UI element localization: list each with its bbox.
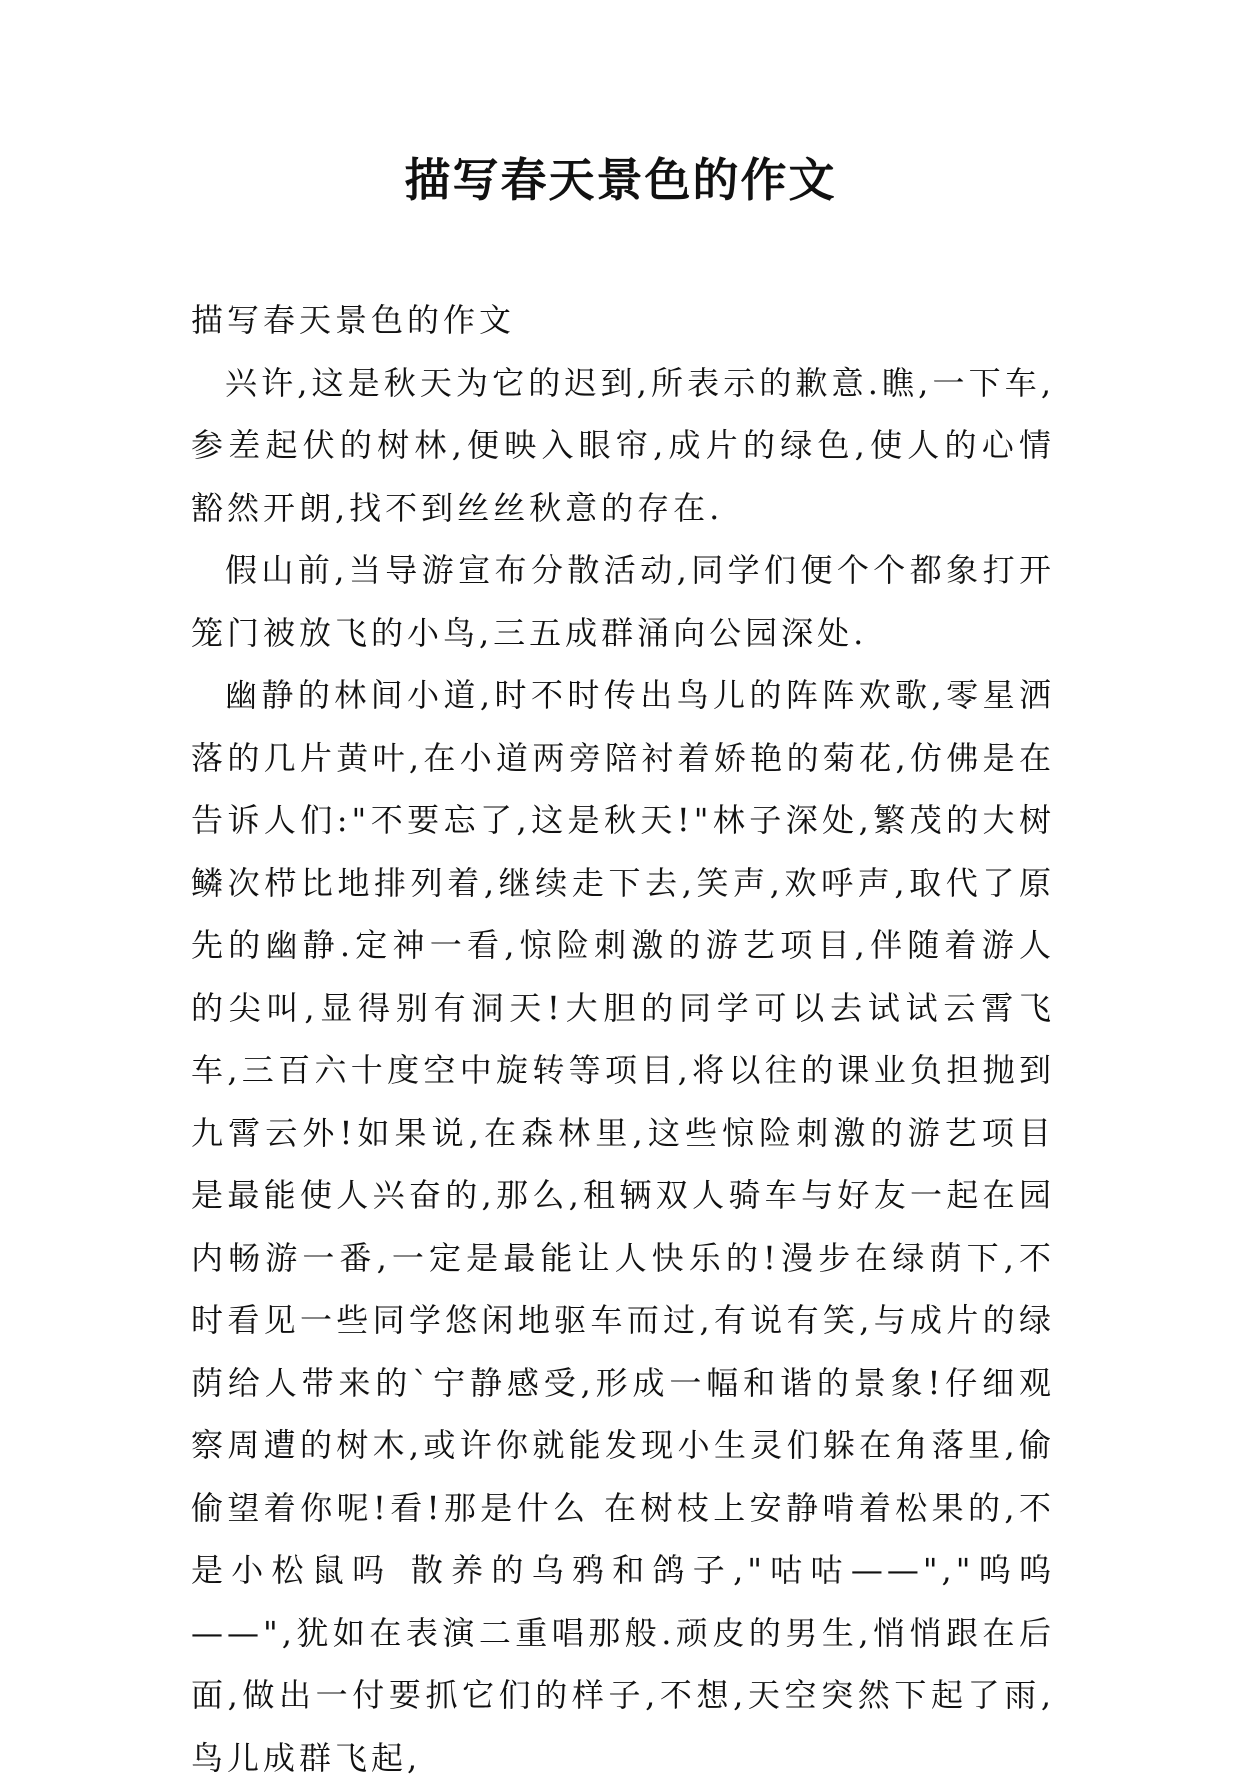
document-body	[191, 289, 1055, 1789]
paragraph: 幽静的林间小道,时不时传出鸟儿的阵阵欢歌,零星洒落的几片黄叶,在小道两旁陪衬着娇艳的菊花,仿佛是在告诉人们:"不要忘了,这是秋天!"林子深处,繁茂的大树鳞次栉比地排列着,继续走下去,笑声,欢呼声,取代了原先的幽静.定神一看,惊险刺激的游艺项目,伴随着游人的尖叫,显得别有洞天!大胆的同学可以去试试云霄飞车,三百六十度空中旋转等项目,将以往的课业负担抛到九霄云外!如果说,在森林里,这些惊险刺激的游艺项目是最能使人兴奋的,那么,租辆双人骑车与好友一起在园内畅游一番,一定是最能让人快乐的!漫步在绿荫下,不时看见一些同学悠闲地驱车而过,有说有笑,与成片的绿荫给人带来的`宁静感受,形成一幅和谐的景象!仔细观察周遭的树木,或许你就能发现小生灵们躲在角落里,偷偷望着你呢!看!那是什么 在树枝上安静啃着松果的,不是小松鼠吗 散养的乌鸦和鸽子,"咕咕——","呜呜——",犹如在表演二重唱那般.顽皮的男生,悄悄跟在后面,做出一付要抓它们的样子,不想,天空突然下起了雨,鸟儿成群飞起,	[191, 676, 1055, 1777]
paragraph: 假山前,当导游宣布分散活动,同学们便个个都象打开笼门被放飞的小鸟,三五成群涌向公园深处.	[191, 551, 1055, 652]
body-subtitle: 描写春天景色的作文	[191, 301, 516, 339]
document-title: 描写春天景色的作文	[404, 153, 837, 207]
paragraph: 兴许,这是秋天为它的迟到,所表示的歉意.瞧,一下车,参差起伏的树林,便映入眼帘,成片的绿色,使人的心情豁然开朗,找不到丝丝秋意的存在.	[191, 363, 1055, 527]
